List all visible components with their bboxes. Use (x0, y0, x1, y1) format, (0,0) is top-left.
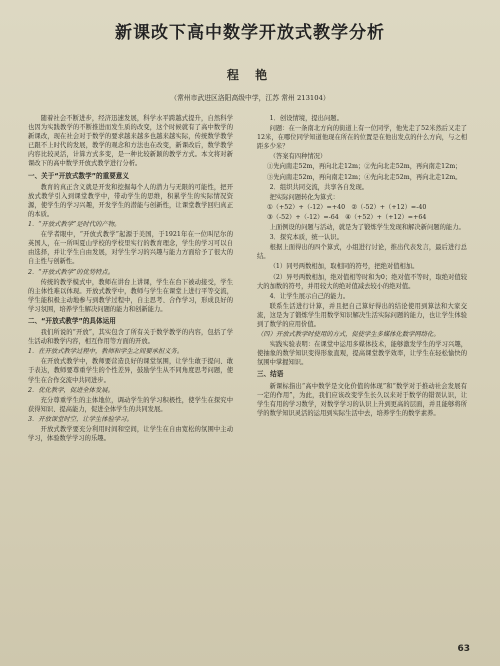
equation-line: ③先向南走52m，再向南走12m；④先向北走52m，再向北走12m。 (267, 173, 462, 181)
paragraph: 在学者眼中，“开放式教学”起源于美国，于1921年在一位叫尼尔的英国人，在一所叫夏山学校的学校里实行的教育理念，学生的学习可以自由选择，并让学生自由发展，对学生学习的兴趣与能力方面给予了很大的自主性与创新性。 (28, 231, 233, 266)
paragraph: 把实际问题转化为算式： (269, 193, 339, 201)
subsection-heading: （四）开放式教学时使用的方式，促使学生多媒体化数学网络化。 (257, 331, 440, 339)
paragraph: 1．创设情境，提出问题。 (269, 115, 343, 122)
paragraph: 3．探究本质，统一认识。 (269, 234, 343, 242)
subsection-heading: 2．优化教学，促进全体发展。 (28, 386, 114, 394)
subsection-heading: 3．开放课堂时空，让学生体验学习。 (28, 415, 133, 423)
paragraph: 2．组织共同交流，共享各自发现。 (269, 183, 369, 191)
page-number: 63 (457, 644, 470, 654)
equation-line: ①（+52）+（-12）=+40 ②（-52）+（+12）=-40 (267, 203, 427, 211)
paragraph: 教育的真正含义就是开发和挖掘每个人的潜力与无限的可能性，把开放式教学引入到课堂教学中，带动学生的思维，积累学生的实际情况资源，使学生的学习兴趣，开发学生的潜能与创新性，让课堂教学回归真正的本质。 (28, 183, 233, 218)
paragraph: （1）同号两数相加，取相同的符号，把绝对值相加。 (269, 263, 419, 271)
paragraph: 上面例设的问题与活动，就是为了锻炼学生发现和解决新问题的能力。 (269, 224, 465, 232)
equation-line: ①先向南走52m，再向北走12m；②先向北走52m，再向南走12m； (267, 163, 462, 171)
article-title: 新课改下高中数学开放式教学分析 (115, 23, 385, 43)
paragraph: （2）异号两数相加，绝对值相等时和为0；绝对值不等时，取绝对值较大的加数的符号，并用较大的绝对值减去较小的绝对值。 (257, 273, 467, 290)
subsection-heading: 1．在开放式教学过程中，教师和学生之间要承担义务。 (28, 348, 184, 356)
paragraph: 随着社会不断进步，经济迅速发展，科学水平跨越式提升，自然科学也因为实践教学的不断推进而发生质的改变，这个时候就有了高中数学的新课改，现在社会对于数学的要求越来越多也越来越实际，传统数学教学已跟不上时代的发展，教学的观念和方法也在改变，新课改后，数学教学内容比较灵活，计算方式多变，是一种比较新颖的教学方式。本文将对新课改下的高中数学开放式教学进行分析。 (28, 115, 233, 168)
left-column (28, 114, 233, 444)
equation-line: ③（-52）+（-12）=-64 ④（+52）+（+12）=+64 (267, 213, 427, 221)
paragraph: 我们所说的“开放”，其实包含了所有关于数学教学的内容，包括了学生活动和教学内容，相互作用等方面的开放。 (28, 329, 233, 346)
right-column (257, 114, 467, 419)
paragraph: 4．让学生展示自己的能力。 (269, 292, 350, 300)
paragraph: 联系生活进行计算，并且把自己算好得出的结论使用到算法和大家交流，这是为了锻炼学生用数学知识解决生活实际问题的能力，也让学生体验到了数学的应用价值。 (257, 302, 467, 328)
subsection-heading: 1．“开放式教学”是时代的产物。 (28, 221, 121, 229)
paragraph: 新课标指出“高中数学是文化价值的体现”和“数学对于推动社会发展有一定的作用”，为此，我们应该改变学生长久以来对于数学的错误认识，让学生有用的学习数学，对数学学习的认识上升到更高的层面，并且能够将所学的数学知识灵活的运用到实际生活中去，培养学生的数学素养。 (257, 382, 467, 417)
section-heading: 二、“开放式教学”的具体运用 (28, 316, 116, 325)
subsection-heading: 2．“开放式教学”的优势特点。 (28, 268, 115, 276)
author-affiliation: （常州市武进区洛阳高级中学，江苏 常州 213104） (170, 94, 330, 102)
paragraph: 传统的教学模式中，教师在讲台上讲课，学生在台下被动接受，学生的主体性难以体现。开放式教学中，教师与学生在课堂上进行平等交流，学生能积极主动地参与到教学过程中，自主思考、合作学习，形成良好的学习氛围，培养学生解决问题的能力和创新能力。 (28, 278, 233, 313)
section-heading: 一、关于“开放式数学”的重要意义 (28, 171, 129, 180)
paragraph: 问题：在一条南北方向的街道上有一位同学，他先走了52米然后又走了12米，在哪位同学知道他现在所在的位置是在他出发点的什么方向，与之相距多少米？ (257, 125, 467, 151)
paragraph: 开放式教学要充分利用时间和空间，让学生在自由宽松的氛围中主动学习，体验数学学习的乐趣。 (28, 426, 233, 443)
paragraph: 充分尊重学生的主体地位，调动学生的学习积极性，使学生在探究中获得知识、提高能力，促进全体学生的共同发展。 (28, 396, 233, 413)
paragraph: 在开放式教学中，教师要营造良好的课堂氛围，让学生敢于提问、敢于表达，教师要尊重学生的个性差异，鼓励学生从不同角度思考问题，使学生在合作交流中共同进步。 (28, 358, 233, 384)
paragraph: 实践实验表明：在课堂中运用多媒体技术，能够激发学生的学习兴趣，使抽象的数学知识变得形象直观，提高课堂教学效率，让学生在轻松愉快的氛围中掌握知识。 (257, 341, 467, 367)
article-author: 程 艳 (226, 68, 274, 82)
paragraph: （答案有四种情况） (269, 153, 327, 161)
paragraph: 根据上面得出的四个算式，小组进行讨论，推出代表发言，最后进行总结。 (257, 244, 467, 261)
section-heading: 三、结语 (257, 370, 284, 379)
